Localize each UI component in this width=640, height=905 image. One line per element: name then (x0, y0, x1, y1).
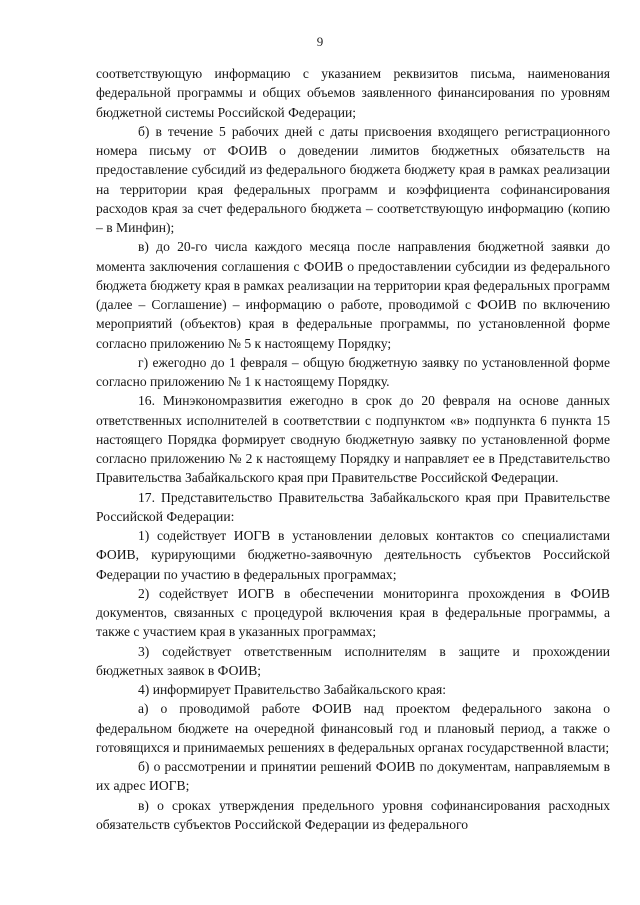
paragraph: 17. Представительство Правительства Забайкальского края при Правительстве Российской Федерации: (96, 489, 610, 524)
paragraph: б) в течение 5 рабочих дней с даты присвоения входящего регистрационного номера письму от ФОИВ о доведении лимитов бюджетных обязательств на предоставление субсидий из федерального бюджета бюджету края в рамках реализации на территории края федеральных программ и коэффициента софинансирования расходов края за счет федерального бюджета – соответствующую информацию (копию – в Минфин); (96, 123, 610, 235)
paragraph: 2) содействует ИОГВ в обеспечении мониторинга прохождения в ФОИВ документов, связанных с процедурой включения края в федеральные программы, а также с участием края в указанных программах; (96, 585, 610, 640)
document-body (96, 64, 610, 834)
paragraph: б) о рассмотрении и принятии решений ФОИВ по документам, направляемым в их адрес ИОГВ; (96, 759, 610, 794)
paragraph: 16. Минэкономразвития ежегодно в срок до 20 февраля на основе данных ответственных исполнителей в соответствии с подпунктом «в» подпункта 6 пункта 15 настоящего Порядка формирует сводную бюджетную заявку по установленной форме согласно приложению № 2 к настоящему Порядку и направляет ее в Представительство Правительства Забайкальского края при Правительстве Российской Федерации. (96, 393, 610, 486)
paragraph: соответствующую информацию с указанием реквизитов письма, наименования федеральной программы и общих объемов заявленного финансирования по уровням бюджетной системы Российской Федерации; (96, 66, 610, 120)
paragraph: 3) содействует ответственным исполнителям в защите и прохождении бюджетных заявок в ФОИВ; (96, 643, 610, 678)
paragraph: 4) информирует Правительство Забайкальского края: (138, 682, 446, 697)
paragraph: в) до 20-го числа каждого месяца после направления бюджетной заявки до момента заключения соглашения с ФОИВ о предоставлении субсидии из федерального бюджета бюджету края в рамках реализации на территории края федеральных программ (далее – Соглашение) – информацию о работе, проводимой с ФОИВ по включению мероприятий (объектов) края в федеральные программы, по установленной форме согласно приложению № 5 к настоящему Порядку; (96, 239, 610, 351)
paragraph: а) о проводимой работе ФОИВ над проектом федерального закона о федеральном бюджете на очередной финансовый год и плановый период, а также о готовящихся и принимаемых решениях в федеральных органах государственной власти; (96, 701, 610, 755)
paragraph: г) ежегодно до 1 февраля – общую бюджетную заявку по установленной форме согласно приложению № 1 к настоящему Порядку. (96, 354, 610, 389)
paragraph: в) о сроках утверждения предельного уровня софинансирования расходных обязательств субъектов Российской Федерации из федерального (96, 797, 610, 832)
page-number: 9 (316, 34, 324, 49)
paragraph: 1) содействует ИОГВ в установлении деловых контактов со специалистами ФОИВ, курирующими бюджетно-заявочную деятельность субъектов Российской Федерации по участию в федеральных программах; (96, 528, 610, 582)
